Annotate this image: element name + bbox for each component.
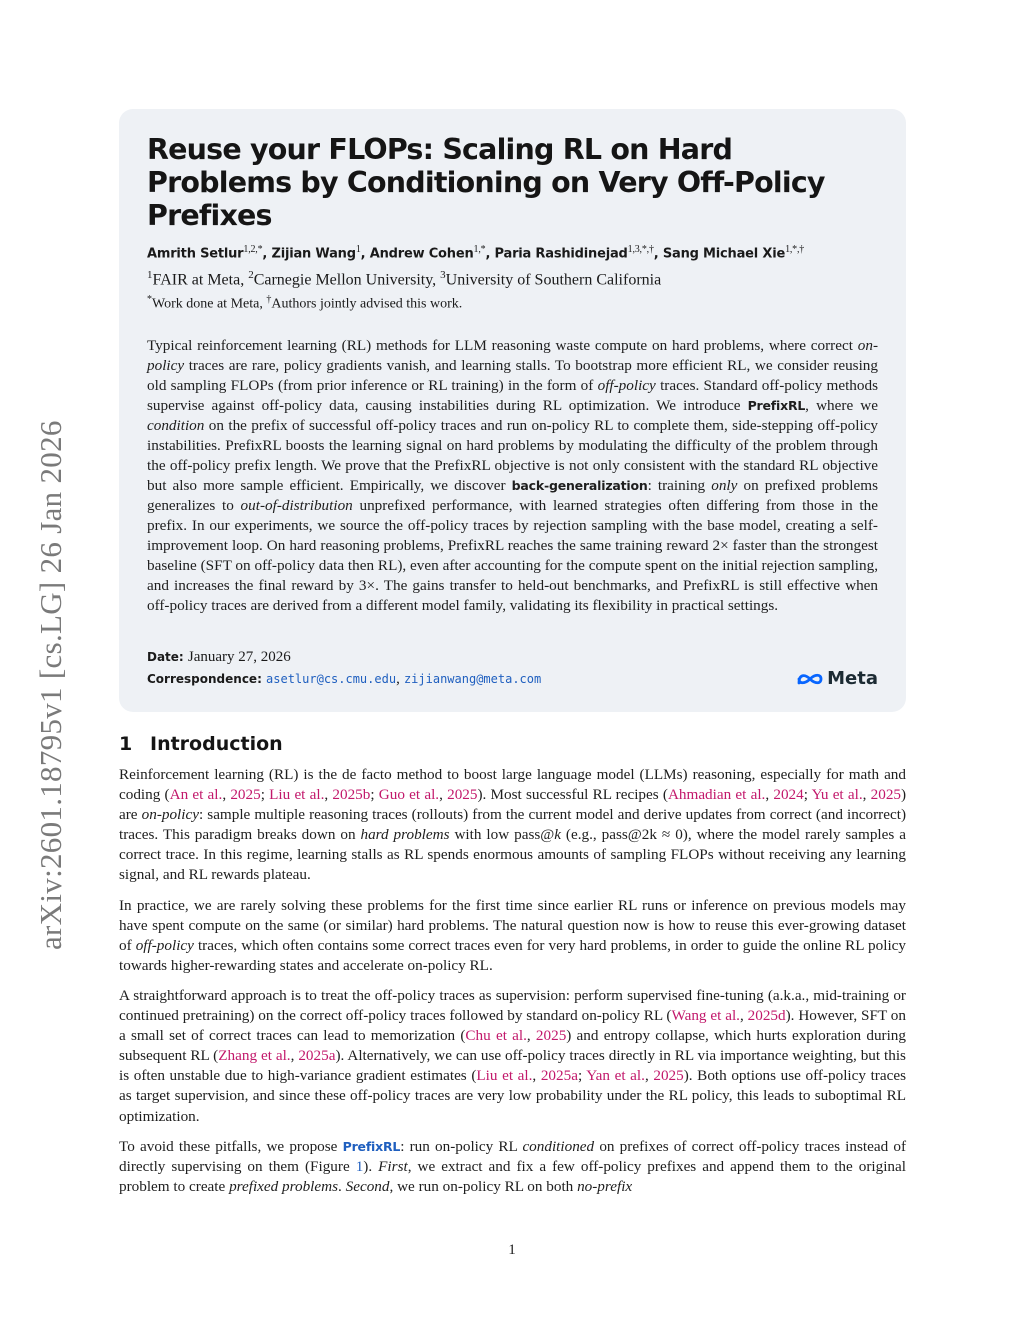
affiliation-name: FAIR at Meta xyxy=(152,271,241,289)
title-abstract-card xyxy=(119,109,906,712)
arxiv-identifier: arXiv:2601.18795v1 [cs.LG] 26 Jan 2026 xyxy=(33,420,68,950)
note-mark: † xyxy=(266,293,272,305)
citation-link[interactable]: 2025a xyxy=(298,1047,336,1065)
affiliation-name: University of Southern California xyxy=(445,271,662,289)
meta-logo xyxy=(796,668,878,689)
intro-paragraph: Reinforcement learning (RL) is the de facto method to boost large language model (LLMs) reasoning, especially for math and coding (An et al., 2025; Liu et al., 2025b; Guo et al., 2025). Most successful RL recipes (Ahmadian et al., 2024; Yu et al., 2025) are on-policy: sample multiple reasoning traces (rollouts) from the current model and derive updates from correct (and incorrect) traces. This paradigm breaks down on hard problems with low pass@k (e.g., pass@2k ≈ 0), where the model rarely samples a correct trace. In this regime, learning stalls as RL spends enormous amounts of sampling FLOPs without receiving any learning signal, and RL rewards plateau. xyxy=(119,766,907,884)
correspondence-label: Correspondence: xyxy=(147,672,262,686)
section-heading xyxy=(119,733,906,755)
date-value: January 27, 2026 xyxy=(187,649,291,665)
citation-link[interactable]: Ahmadian et al. xyxy=(667,786,766,804)
intro-paragraph: In practice, we are rarely solving these problems for the first time since earlier RL runs or inference on previous models may have spent compute on the same (or similar) hard problems. The natural question now is how to reuse this ever-growing dataset of off-policy traces, which often contains some correct traces even for very hard problems, in order to guide the online RL policy towards higher-rewarding states and accelerate on-policy RL. xyxy=(119,896,906,974)
citation-link[interactable]: An et al. xyxy=(169,786,223,804)
author-list: Amrith Setlur$^{1,2,*}$, Zijian Wang$^1$, Andrew Cohen$^{1,*}$, Paria Rashidinejad$^{1,3,*,\dagger}$, Sang Michael Xie$^{1,*,\dagger}$ xyxy=(147,244,805,262)
author-name: Sang Michael Xie xyxy=(662,246,786,262)
note-text: Authors jointly advised this work. xyxy=(271,296,463,312)
citation-link[interactable]: Chu et al. xyxy=(465,1027,527,1045)
citation-link[interactable]: 2025a xyxy=(540,1067,578,1085)
author-name: Paria Rashidinejad xyxy=(494,246,628,262)
introduction-section xyxy=(119,733,906,1207)
author-marks: 1,*,† xyxy=(785,244,805,255)
intro-paragraph: A straightforward approach is to treat the off-policy traces as supervision: perform supervised fine-tuning (a.k.a., mid-training or continued pretraining) on the correct off-policy traces followed by standard on-policy RL (Wang et al., 2025d). However, SFT on a small set of correct traces can lead to memorization (Chu et al., 2025) and entropy collapse, which hurts exploration during subsequent RL (Zhang et al., 2025a). Alternatively, we can use off-policy traces directly in RL via importance weighting, but this is often unstable due to high-variance gradient estimates (Liu et al., 2025a; Yan et al., 2025). Both options use off-policy traces as target supervision, and since these off-policy traces are very low probability under the RL policy, this leads to suboptimal RL optimization. xyxy=(119,986,906,1125)
affiliation-name: Carnegie Mellon University xyxy=(253,271,433,289)
affiliations: $^1$FAIR at Meta, $^2$Carnegie Mellon University, $^3$University of Southern California xyxy=(147,269,662,289)
affiliation-mark: 3 xyxy=(440,269,446,282)
abstract-paragraph: Typical reinforcement learning (RL) methods for LLM reasoning waste compute on hard problems, where correct on-policy traces are rare, policy gradients vanish, and learning stalls. To bootstrap more efficient RL, we consider reusing old sampling FLOPs (from prior inference or RL training) in the form of off-policy traces. Standard off-policy methods supervise against off-policy data, causing instabilities during RL optimization. We introduce PrefixRL, where we condition on the prefix of successful off-policy traces and run on-policy RL to complete them, side-stepping off-policy instabilities. PrefixRL boosts the learning signal on hard problems by modulating the difficulty of the problem through the off-policy prefix length. We prove that the PrefixRL objective is not only consistent with the standard RL objective but also more sample efficient. Empirically, we discover back-generalization: training only on prefixed problems generalizes to out-of-distribution unprefixed performance, with learned strategies often differing from those in the prefix. In our experiments, we source the off-policy traces by rejection sampling with the base model, creating a self-improvement loop. On hard reasoning problems, PrefixRL reaches the same training reward 2× faster than the strongest baseline (SFT on off-policy data then RL), even after accounting for the compute spent on the initial rejection sampling, and increases the final reward by 3×. The gains transfer to held-out benchmarks, and PrefixRL is still effective when off-policy traces are derived from a different model family, validating its flexibility in practical settings. xyxy=(147,337,879,615)
abstract xyxy=(147,336,878,616)
date-row xyxy=(147,649,291,666)
citation-link[interactable]: Yan et al. xyxy=(586,1067,645,1085)
citation-link[interactable]: 2025 xyxy=(870,786,902,804)
citation-link[interactable]: 2025b xyxy=(332,786,371,804)
date-label: Date: xyxy=(147,650,184,664)
citation-link[interactable]: Liu et al. xyxy=(476,1067,533,1085)
author-marks: 1,* xyxy=(473,244,486,255)
meta-infinity-icon xyxy=(796,671,824,687)
author-name: Andrew Cohen xyxy=(369,246,474,262)
citation-link[interactable]: Wang et al. xyxy=(671,1007,740,1025)
citation-link[interactable]: Liu et al. xyxy=(269,786,325,804)
email-link[interactable]: zijianwang@meta.com xyxy=(403,672,542,686)
page-number: 1 xyxy=(508,1242,516,1258)
author-marks: 1,3,*,† xyxy=(627,244,654,255)
affiliation-mark: 2 xyxy=(248,269,254,282)
section-number: 1 xyxy=(119,733,133,755)
citation-link[interactable]: Yu et al. xyxy=(811,786,863,804)
email-link[interactable]: asetlur@cs.cmu.edu xyxy=(266,672,397,686)
citation-link[interactable]: Zhang et al. xyxy=(218,1047,291,1065)
key-term: back-generalization xyxy=(511,478,648,494)
section-title: Introduction xyxy=(150,733,283,755)
intro-paragraph: To avoid these pitfalls, we propose PrefixRL: run on-policy RL conditioned on prefixes of correct off-policy traces instead of directly supervising on them (Figure 1). First, we extract and fix a few off-policy prefixes and append them to the original problem to create prefixed problems. Second, we run on-policy RL on both no-prefix xyxy=(119,1137,907,1195)
meta-logo-text: Meta xyxy=(827,668,878,689)
note-text: Work done at Meta, xyxy=(152,296,263,312)
affiliation-mark: 1 xyxy=(147,269,153,282)
citation-link[interactable]: Guo et al. xyxy=(378,786,440,804)
method-name: PrefixRL xyxy=(342,1138,401,1154)
author-name: Amrith Setlur xyxy=(147,246,244,262)
correspondence-row: Correspondence: asetlur@cs.cmu.edu, zijianwang@meta.com xyxy=(147,671,542,687)
citation-link[interactable]: 2025 xyxy=(447,786,478,804)
citation-link[interactable]: 2025 xyxy=(653,1067,684,1085)
note-mark: * xyxy=(147,293,152,305)
figure-reference-link[interactable]: 1 xyxy=(355,1157,364,1175)
author-name: Zijian Wang xyxy=(271,246,356,262)
paper-title: Reuse your FLOPs: Scaling RL on Hard Problems by Conditioning on Very Off-Policy Prefixes xyxy=(147,133,825,232)
author-marks: 1,2,* xyxy=(243,244,263,255)
citation-link[interactable]: 2025 xyxy=(535,1027,567,1045)
citation-link[interactable]: 2024 xyxy=(773,786,804,804)
method-name: PrefixRL xyxy=(747,398,806,414)
citation-link[interactable]: 2025d xyxy=(747,1007,786,1025)
author-notes xyxy=(147,294,878,313)
author-marks: 1 xyxy=(355,244,361,255)
citation-link[interactable]: 2025 xyxy=(230,786,261,804)
